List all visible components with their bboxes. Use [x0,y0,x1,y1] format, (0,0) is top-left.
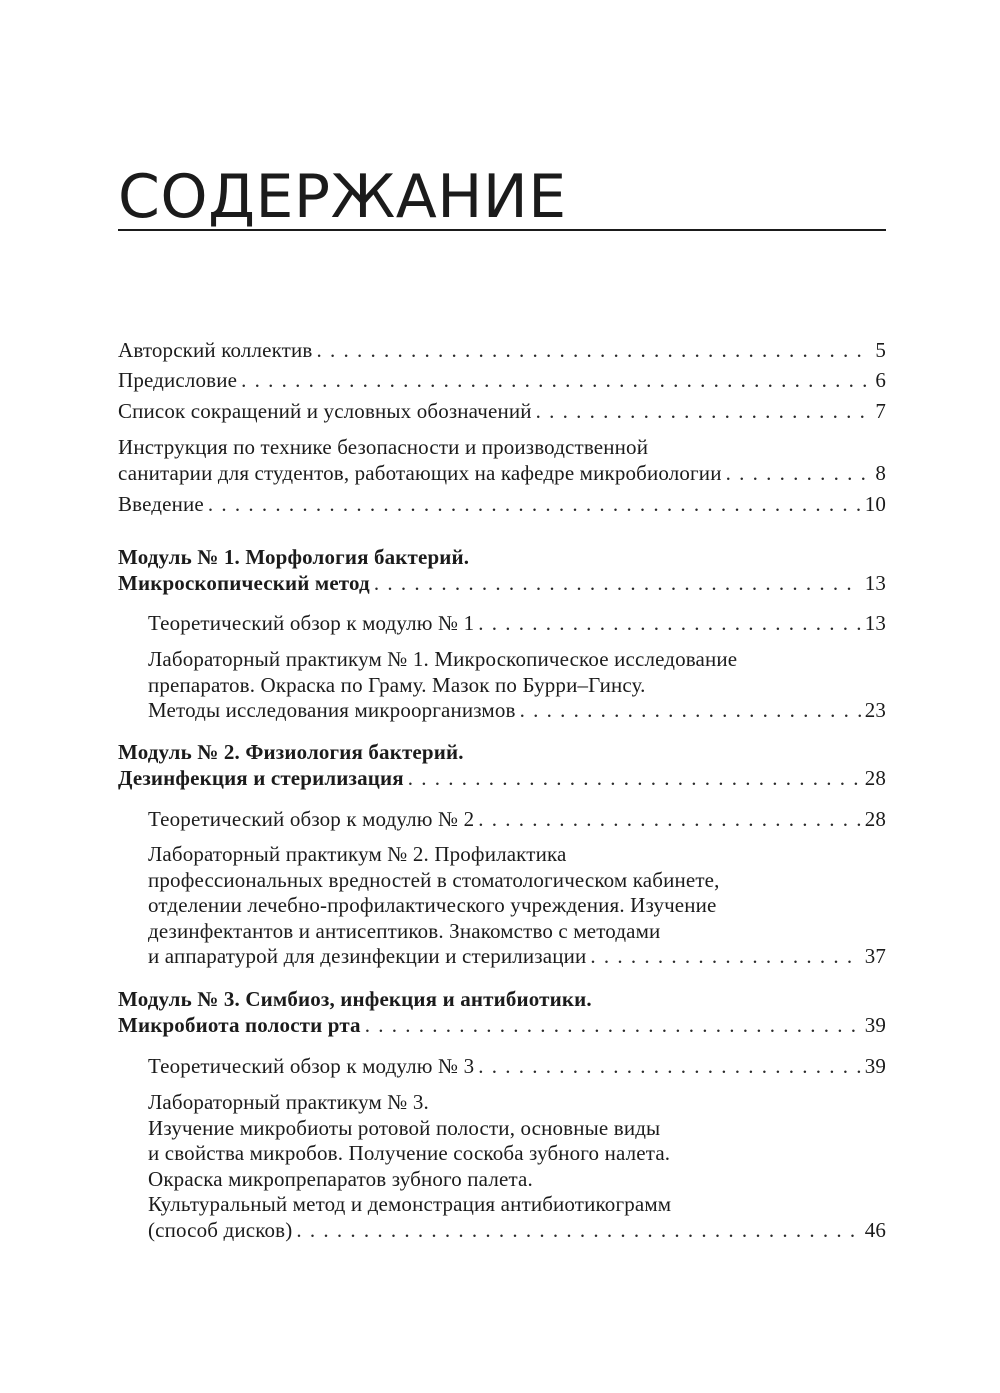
toc-entry-line: отделении лечебно-профилактического учреждения. Изучение [148,893,717,917]
page-title: СОДЕРЖАНИЕ [118,162,567,232]
toc-entry-line: и аппаратурой для дезинфекции и стерилизации [148,944,587,968]
page-number: 37 [864,944,886,968]
toc-entry-line: Окраска микропрепаратов зубного палета. [148,1166,533,1191]
toc-theory-module-3[interactable] [148,1054,886,1080]
page-number: 28 [864,807,886,831]
dot-leader [536,399,872,425]
dot-leader [478,807,860,833]
toc-entry-label: Введение [118,492,204,516]
page-number: 5 [875,338,886,362]
toc-entry-label: Теоретический обзор к модулю № 1 [148,611,475,635]
toc-entry-line: Лабораторный практикум № 1. Микроскопическое исследование [148,647,738,671]
toc-entry-line: Микроскопический метод [118,570,370,595]
toc-entry-line: Модуль № 1. Морфология бактерий. [118,545,470,569]
toc-lab-practicum-2[interactable] [148,842,886,970]
dot-leader [408,766,861,792]
page-number: 13 [864,611,886,635]
page-number: 10 [864,492,886,516]
toc-entry-introduction[interactable] [118,492,886,518]
toc-entry-preface[interactable] [118,368,886,394]
page-number: 13 [864,570,886,595]
toc-entry-line: и свойства микробов. Получение соскоба зубного налета. [148,1141,671,1165]
toc-entry-line: Инструкция по технике безопасности и производственной [118,435,649,459]
dot-leader [726,461,872,487]
toc-entry-line: Лабораторный практикум № 3. [148,1090,429,1114]
toc-entry-line: Модуль № 2. Физиология бактерий. [118,740,464,764]
dot-leader [374,571,861,597]
toc-theory-module-2[interactable] [148,807,886,833]
dot-leader [316,338,871,364]
dot-leader [296,1218,860,1244]
toc-entry-label: Теоретический обзор к модулю № 3 [148,1054,475,1078]
page-number: 8 [875,460,886,485]
page-number: 28 [864,765,886,790]
dot-leader [208,492,861,518]
toc-entry-line: Лабораторный практикум № 2. Профилактика [148,842,567,866]
page-number: 6 [875,368,886,392]
dot-leader [590,944,860,970]
toc-entry-line: дезинфектантов и антисептиков. Знакомство с методами [148,918,661,943]
toc-theory-module-1[interactable] [148,611,886,637]
toc-entry-line: Методы исследования микроорганизмов [148,698,516,722]
toc-entry-line: Дезинфекция и стерилизация [118,765,404,790]
toc-entry-label: Авторский коллектив [118,338,313,362]
title-underline [118,229,886,231]
toc-entry-safety-instructions[interactable] [118,435,886,486]
page-number: 46 [864,1217,886,1242]
toc-lab-practicum-1[interactable] [148,647,886,724]
toc-module-2[interactable] [118,740,886,791]
page-number: 23 [864,698,886,722]
dot-leader [241,368,871,394]
page-number: 39 [864,1012,886,1037]
toc-entry-line: санитарии для студентов, работающих на кафедре микробиологии [118,460,722,485]
toc-entry-line: препаратов. Окраска по Граму. Мазок по Бурри–Гинсу. [148,672,646,697]
toc-entry-line: (способ дисков) [148,1217,293,1242]
toc-entry-line: Изучение микробиоты ротовой полости, основные виды [148,1115,661,1140]
toc-entry-line: Культуральный метод и демонстрация антибиотикограмм [148,1192,672,1216]
page-number: 7 [875,399,886,423]
dot-leader [365,1013,861,1039]
toc-entry-abbreviations[interactable] [118,399,886,425]
toc-module-1[interactable] [118,545,886,596]
dot-leader [520,698,861,724]
toc-entry-line: Микробиота полости рта [118,1012,361,1037]
toc-module-3[interactable] [118,987,886,1038]
toc-entry-authors[interactable] [118,338,886,364]
dot-leader [478,611,860,637]
toc-lab-practicum-3[interactable] [148,1090,886,1243]
page-number: 39 [864,1054,886,1078]
dot-leader [478,1054,860,1080]
toc-entry-label: Теоретический обзор к модулю № 2 [148,807,475,831]
toc-entry-label: Предисловие [118,368,238,392]
toc-entry-line: профессиональных вредностей в стоматологическом кабинете, [148,867,720,892]
toc-entry-label: Список сокращений и условных обозначений [118,399,532,423]
toc-entry-line: Модуль № 3. Симбиоз, инфекция и антибиотики. [118,987,592,1011]
